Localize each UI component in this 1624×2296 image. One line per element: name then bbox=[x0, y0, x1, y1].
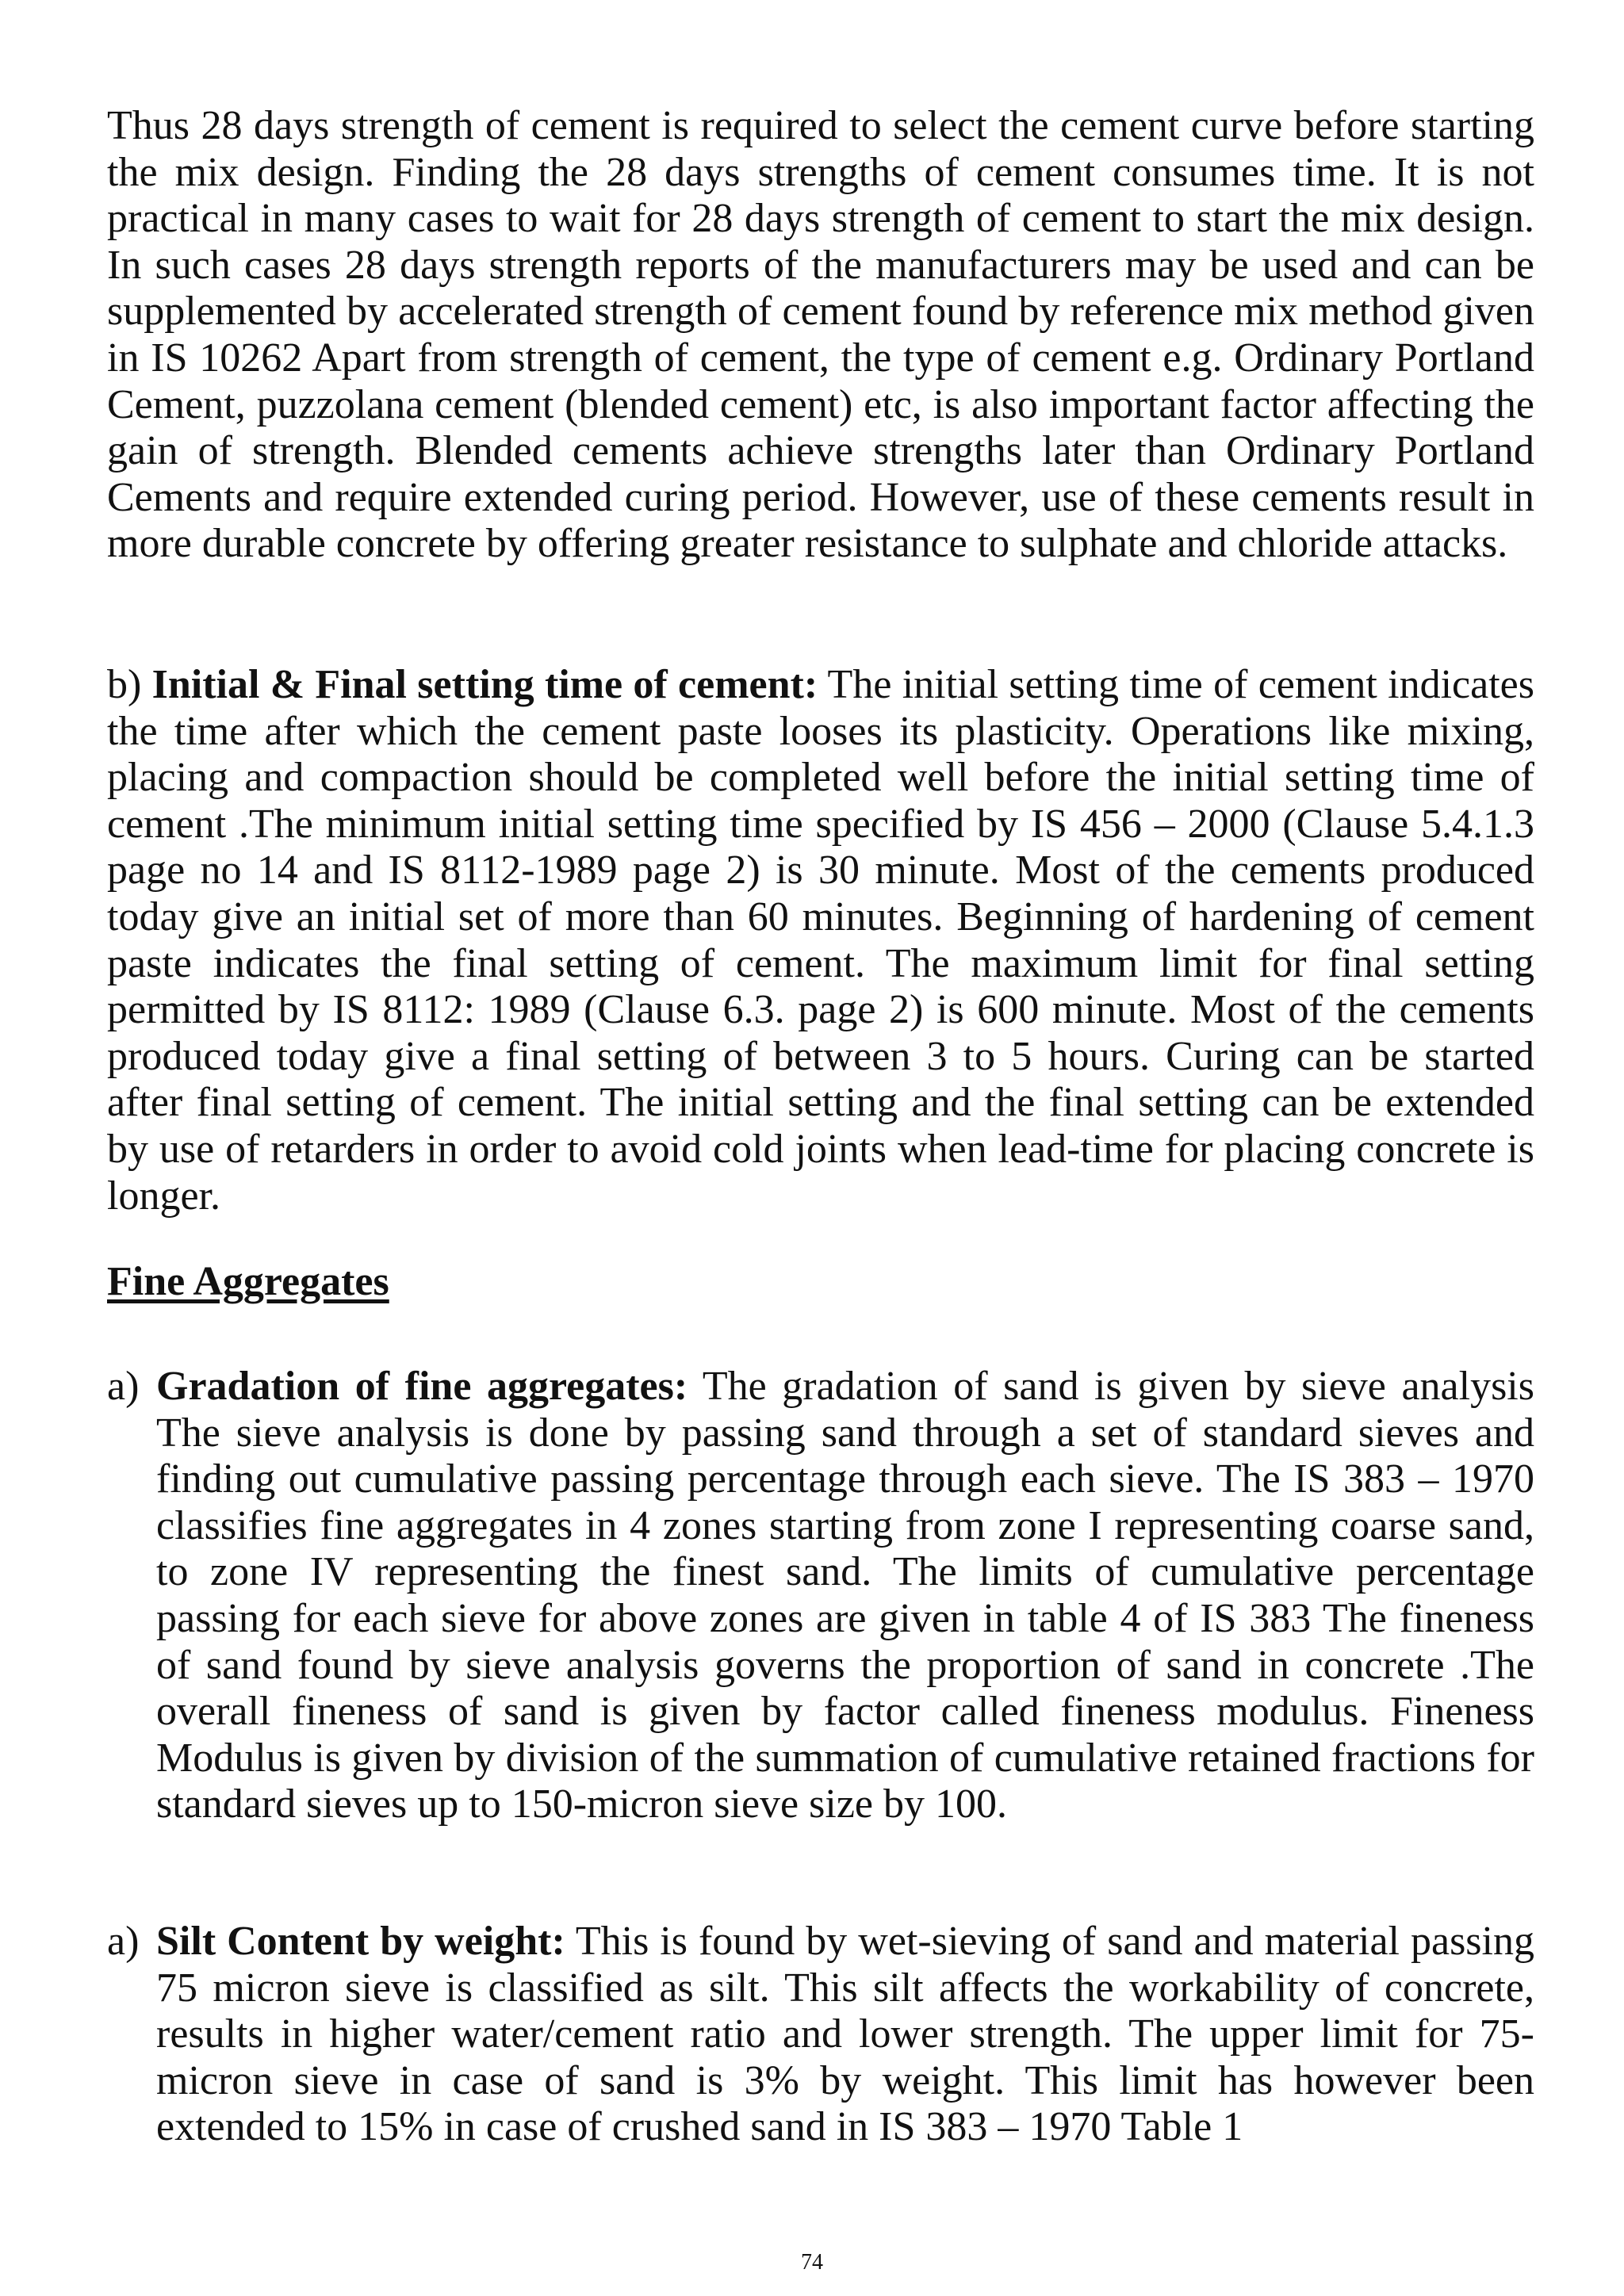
list-item-body bbox=[156, 1364, 1534, 1828]
list-item-body bbox=[156, 1919, 1534, 2151]
list-item-gradation bbox=[107, 1364, 1534, 1828]
setting-time-term: Initial & Final setting time of cement: bbox=[151, 662, 818, 707]
list-item-text: This is found by wet-sieving of sand and material passing 75 micron sieve is classified as silt. This silt affects the workability of concrete, results in higher water/cement ratio and lower strength. The upper limit for 75-micron sieve in case of sand is 3% by weight. This limit has however been extended to 15% in case of crushed sand in IS 383 – 1970 Table 1 bbox=[156, 1919, 1534, 2150]
list-item-silt-content bbox=[107, 1919, 1534, 2151]
list-item-term: Silt Content by weight: bbox=[156, 1919, 565, 1964]
list-item-text: The gradation of sand is given by sieve analysis The sieve analysis is done by passing sand through a set of standard sieves and finding out cumulative passing percentage through each sieve. The IS 383 – 1970 classifies fine aggregates in 4 zones starting from zone I representing coarse sand, to zone IV representing the finest sand. The limits of cumulative percentage passing for each sieve for above zones are given in table 4 of IS 383 The fineness of sand found by sieve analysis governs the proportion of sand in concrete .The overall fineness of sand is given by factor called fineness modulus. Fineness Modulus is given by division of the summation of cumulative retained fractions for standard sieves up to 150-micron sieve size by 100. bbox=[156, 1364, 1534, 1827]
setting-time-prefix: b) bbox=[107, 662, 152, 707]
paragraph-cement-strength: Thus 28 days strength of cement is required to select the cement curve before starting the mix design. Finding the 28 days strengths of cement consumes time. It is not practical in many cases to wait for 28 days strength of cement to start the mix design. In such cases 28 days strength reports of the manufacturers may be used and can be supplemented by accelerated strength of cement found by reference mix method given in IS 10262 Apart from strength of cement, the type of cement e.g. Ordinary Portland Cement, puzzolana cement (blended cement) etc, is also important factor affecting the gain of strength. Blended cements achieve strengths later than Ordinary Portland Cements and require extended curing period. However, use of these cements result in more durable concrete by offering greater resistance to sulphate and chloride attacks. bbox=[107, 103, 1534, 567]
section-heading-fine-aggregates: Fine Aggregates bbox=[107, 1259, 389, 1304]
page-number: 74 bbox=[801, 2250, 823, 2275]
setting-time-text: The initial setting time of cement indicates the time after which the cement paste looses its plasticity. Operations like mixing, placing and compaction should be completed well before the initial setting time of cement .The minimum initial setting time specified by IS 456 – 2000 (Clause 5.4.1.3 page no 14 and IS 8112-1989 page 2) is 30 minute. Most of the cements produced today give an initial set of more than 60 minutes. Beginning of hardening of cement paste indicates the final setting of cement. The maximum limit for final setting permitted by IS 8112: 1989 (Clause 6.3. page 2) is 600 minute. Most of the cements produced today give a final setting of between 3 to 5 hours. Curing can be started after final setting of cement. The initial setting and the final setting can be extended by use of retarders in order to avoid cold joints when lead-time for placing concrete is longer. bbox=[107, 662, 1534, 1219]
list-item-term: Gradation of fine aggregates: bbox=[156, 1364, 688, 1409]
list-marker: a) bbox=[107, 1919, 140, 1964]
list-marker: a) bbox=[107, 1364, 140, 1409]
paragraph-setting-time bbox=[107, 662, 1534, 1219]
